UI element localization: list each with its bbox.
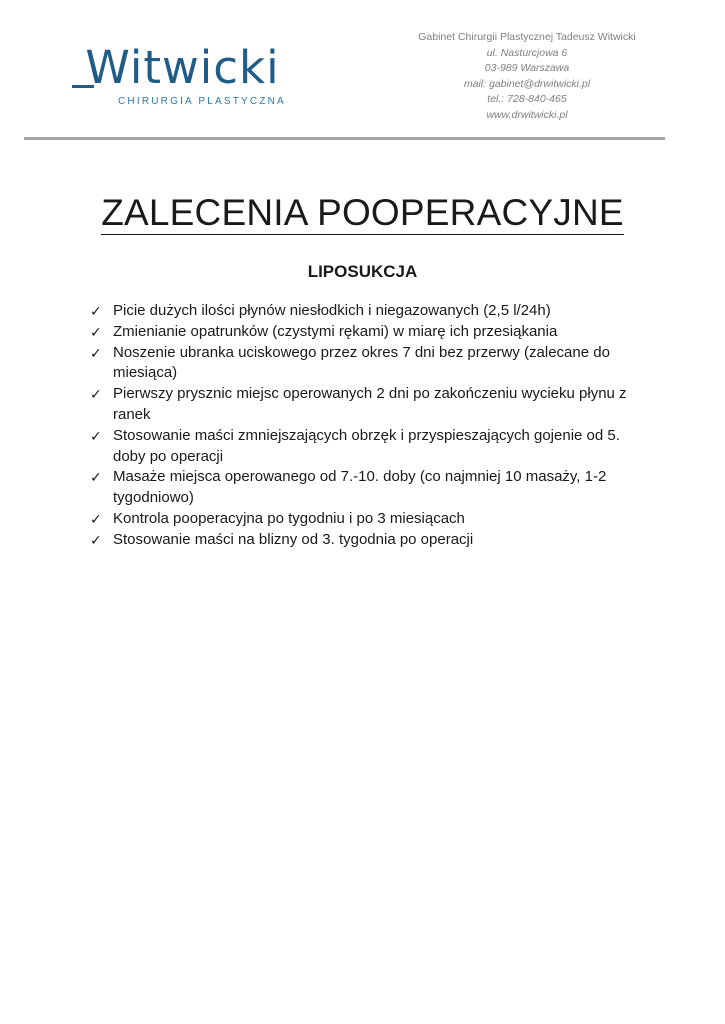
logo-subtitle: CHIRURGIA PLASTYCZNA — [118, 96, 286, 107]
list-item — [90, 343, 650, 385]
logo-wordmark: Witwicki — [85, 41, 280, 94]
header-divider — [24, 137, 665, 140]
clinic-name: Gabinet Chirurgii Plastycznej Tadeusz Witwicki — [418, 31, 636, 43]
city-address: 03-989 Warszawa — [484, 62, 570, 74]
list-item-text: Stosowanie maści na blizny od 3. tygodnia po operacji — [113, 530, 474, 548]
email-address: mail: gabinet@drwitwicki.pl — [463, 77, 591, 90]
check-mark-icon: ✓ — [90, 531, 102, 548]
clinic-logo — [70, 41, 310, 110]
list-item-text: Pierwszy prysznic miejsc operowanych 2 dni po zakończeniu wycieku płynu z ranek — [113, 385, 627, 423]
list-item — [90, 322, 650, 343]
list-item-text: Kontrola pooperacyjna po tygodniu i po 3 miesiącach — [113, 509, 465, 527]
list-item-text: Picie dużych ilości płynów niesłodkich i niegazowanych (2,5 l/24h) — [113, 302, 551, 319]
list-item-text: Zmienianie opatrunków (czystymi rękami) w miarę ich przesiąkania — [113, 322, 558, 340]
list-item-text: Noszenie ubranka uciskowego przez okres 7 dni bez przerwy (zalecane do miesiąca) — [113, 343, 610, 382]
check-mark-icon: ✓ — [90, 344, 102, 361]
check-mark-icon: ✓ — [90, 323, 102, 340]
check-mark-icon: ✓ — [90, 386, 102, 403]
check-mark-icon: ✓ — [90, 427, 102, 444]
list-item — [90, 301, 650, 322]
section-subtitle: LIPOSUKCJA — [307, 262, 418, 281]
page-title: ZALECENIA POOPERACYJNE — [101, 192, 624, 233]
contact-block — [309, 30, 636, 123]
list-item — [90, 384, 650, 426]
list-item-text: Masaże miejsca operowanego od 7.-10. doby (co najmniej 10 masaży, 1-2 tygodniowo) — [113, 468, 607, 507]
street-address: ul. Nasturcjowa 6 — [486, 46, 568, 59]
check-mark-icon: ✓ — [90, 303, 102, 319]
check-mark-icon: ✓ — [90, 469, 102, 486]
check-mark-icon: ✓ — [90, 510, 102, 527]
website: www.drwitwicki.pl — [486, 108, 568, 121]
list-item — [90, 509, 650, 530]
list-item — [90, 426, 650, 468]
list-item — [90, 530, 650, 551]
recommendations-list — [90, 301, 650, 551]
list-item — [90, 467, 650, 509]
list-item-text: Stosowanie maści zmniejszających obrzęk i przyspieszających gojenie od 5. doby po operacji — [113, 426, 620, 465]
phone-number: tel.: 728-840-465 — [487, 93, 567, 105]
